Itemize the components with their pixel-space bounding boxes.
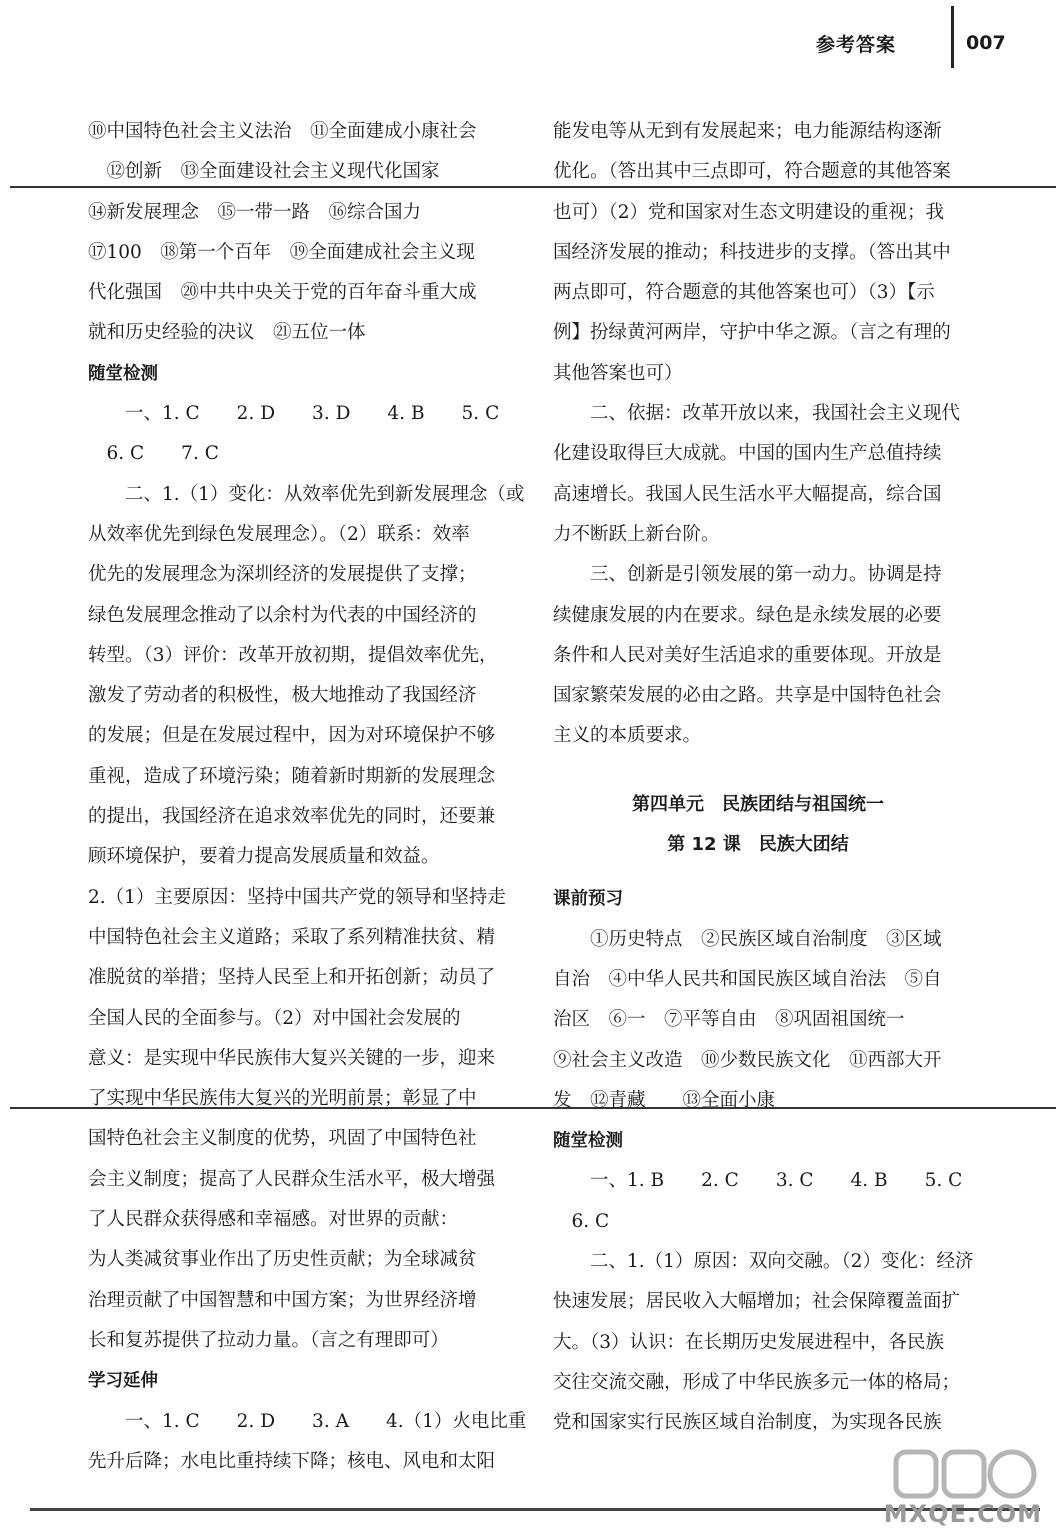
answer-line: 国家繁荣发展的必由之路。共享是中国特色社会 xyxy=(553,685,942,707)
answer-line: 一、1. C 2. D 3. A 4.（1）火电比重 xyxy=(88,1410,527,1432)
answer-line: 大。（3）认识：在长期历史发展进程中，各民族 xyxy=(553,1331,945,1353)
header-label: 参考答案 xyxy=(816,34,897,56)
answer-line: 交往交流交融，形成了中华民族多元一体的格局； xyxy=(553,1371,961,1393)
answer-line: 自治 ④中华人民共和国民族区域自治法 ⑤自 xyxy=(553,968,942,990)
answer-line: 也可）（2）党和国家对生态文明建设的重视；我 xyxy=(553,201,945,223)
answer-line: 高速增长。我国人民生活水平大幅提高，综合国 xyxy=(553,483,942,505)
watermark-text: MXQE.COM xyxy=(883,1500,1042,1528)
answer-line: 先升后降；水电比重持续下降；核电、风电和太阳 xyxy=(88,1450,496,1472)
answer-line: ⑫创新 ⑬全面建设社会主义现代化国家 xyxy=(88,161,440,183)
answer-line: 快速发展；居民收入大幅增加；社会保障覆盖面扩 xyxy=(553,1291,961,1313)
answer-line: 能发电等从无到有发展起来；电力能源结构逐渐 xyxy=(553,121,942,142)
answer-line: 的发展；但是在发展过程中，因为对环境保护不够 xyxy=(88,725,496,747)
answer-line: 就和历史经验的决议 ㉑五位一体 xyxy=(88,322,366,344)
section-heading-preview: 课前预习 xyxy=(553,889,623,910)
answer-line: 一、1. C 2. D 3. D 4. B 5. C xyxy=(88,403,500,425)
answer-line: 6. C xyxy=(553,1210,610,1232)
page-number: 007 xyxy=(966,32,1006,54)
answer-line: 绿色发展理念推动了以余村为代表的中国经济的 xyxy=(88,604,477,626)
watermark-logo-icon xyxy=(892,1448,1042,1508)
answer-line: ⑨社会主义改造 ⑩少数民族文化 ⑪西部大开 xyxy=(553,1049,942,1071)
answer-line: 主义的本质要求。 xyxy=(553,725,702,747)
answer-line: 会主义制度；提高了人民群众生活水平，极大增强 xyxy=(88,1168,496,1190)
answer-line: 从效率优先到绿色发展理念）。（2）联系：效率 xyxy=(88,523,470,545)
answer-line: 发 ⑫青藏 ⑬全面小康 xyxy=(553,1089,776,1111)
section-heading-classroom-check: 随堂检测 xyxy=(88,363,158,384)
answer-line: 的提出，我国经济在追求效率优先的同时，还要兼 xyxy=(88,806,496,828)
answer-line: 了人民群众获得感和幸福感。对世界的贡献： xyxy=(88,1209,459,1231)
unit-title: 第四单元 民族团结与祖国统一 xyxy=(632,793,884,815)
site-watermark xyxy=(883,1448,1042,1528)
answer-line: ①历史特点 ②民族区域自治制度 ③区域 xyxy=(553,928,942,950)
section-heading-classroom-check: 随堂检测 xyxy=(553,1131,623,1152)
answer-line: 意义：是实现中华民族伟大复兴关键的一步，迎来 xyxy=(88,1047,496,1069)
answer-line: ⑩中国特色社会主义法治 ⑪全面建成小康社会 xyxy=(88,121,477,142)
answer-line: 治理贡献了中国智慧和中国方案；为世界经济增 xyxy=(88,1289,477,1311)
answer-line: ⑰100 ⑱第一个百年 ⑲全面建成社会主义现 xyxy=(88,241,475,263)
left-column xyxy=(88,112,527,1482)
answer-line: 续健康发展的内在要求。绿色是永续发展的必要 xyxy=(553,604,942,626)
answer-line: 优化。（答出其中三点即可，符合题意的其他答案 xyxy=(553,161,951,183)
answer-line: 其他答案也可） xyxy=(553,362,683,384)
answer-line: 二、1.（1）变化：从效率优先到新发展理念（或 xyxy=(88,483,525,505)
header-divider xyxy=(951,6,954,68)
answer-line: 代化强国 ⑳中共中央关于党的百年奋斗重大成 xyxy=(88,282,477,304)
answer-line: 例】扮绿黄河两岸，守护中华之源。（言之有理的 xyxy=(553,322,951,344)
answer-line: 中国特色社会主义道路；采取了系列精准扶贫、精 xyxy=(88,926,496,948)
answer-line: 6. C 7. C xyxy=(88,443,219,465)
answer-line: 长和复苏提供了拉动力量。（言之有理即可） xyxy=(88,1329,449,1351)
answer-line: 2.（1）主要原因：坚持中国共产党的领导和坚持走 xyxy=(88,886,506,908)
answer-line: 优先的发展理念为深圳经济的发展提供了支撑； xyxy=(88,564,477,586)
answer-line: 条件和人民对美好生活追求的重要体现。开放是 xyxy=(553,644,942,666)
section-heading-study-extension: 学习延伸 xyxy=(88,1371,158,1392)
answer-line: 国经济发展的推动；科技进步的支撑。（答出其中 xyxy=(553,241,951,263)
lesson-title: 第 12 课 民族大团结 xyxy=(667,834,849,856)
answer-line: 二、依据：改革开放以来，我国社会主义现代 xyxy=(553,403,961,425)
answer-line: 一、1. B 2. C 3. C 4. B 5. C xyxy=(553,1170,963,1192)
answer-line: ⑭新发展理念 ⑮一带一路 ⑯综合国力 xyxy=(88,201,422,223)
answer-line: 全国人民的全面参与。（2）对中国社会发展的 xyxy=(88,1007,461,1029)
answer-line: 转型。（3）评价：改革开放初期，提倡效率优先， xyxy=(88,644,498,666)
answer-line: 三、创新是引领发展的第一动力。协调是持 xyxy=(553,564,942,586)
answer-line: 两点即可，符合题意的其他答案也可）（3）【示 xyxy=(553,282,935,304)
answer-line: 力不断跃上新台阶。 xyxy=(553,523,720,545)
answer-line: 为人类减贫事业作出了历史性贡献；为全球减贫 xyxy=(88,1249,477,1271)
answer-line: 国特色社会主义制度的优势，巩固了中国特色社 xyxy=(88,1128,477,1150)
answer-line: 准脱贫的举措；坚持人民至上和开拓创新；动员了 xyxy=(88,967,496,989)
answer-line: 党和国家实行民族区域自治制度，为实现各民族 xyxy=(553,1412,942,1434)
answer-line: 重视，造成了环境污染；随着新时期新的发展理念 xyxy=(88,765,496,787)
answer-line: 激发了劳动者的积极性，极大地推动了我国经济 xyxy=(88,685,477,707)
answer-line: 了实现中华民族伟大复兴的光明前景；彰显了中 xyxy=(88,1088,477,1110)
answer-line: 化建设取得巨大成就。中国的国内生产总值持续 xyxy=(553,443,942,465)
answer-line: 二、1.（1）原因：双向交融。（2）变化：经济 xyxy=(553,1251,974,1273)
answer-line: 治区 ⑥一 ⑦平等自由 ⑧巩固祖国统一 xyxy=(553,1009,905,1031)
right-column xyxy=(553,112,974,1444)
answer-line: 顾环境保护，要着力提高发展质量和效益。 xyxy=(88,846,440,868)
